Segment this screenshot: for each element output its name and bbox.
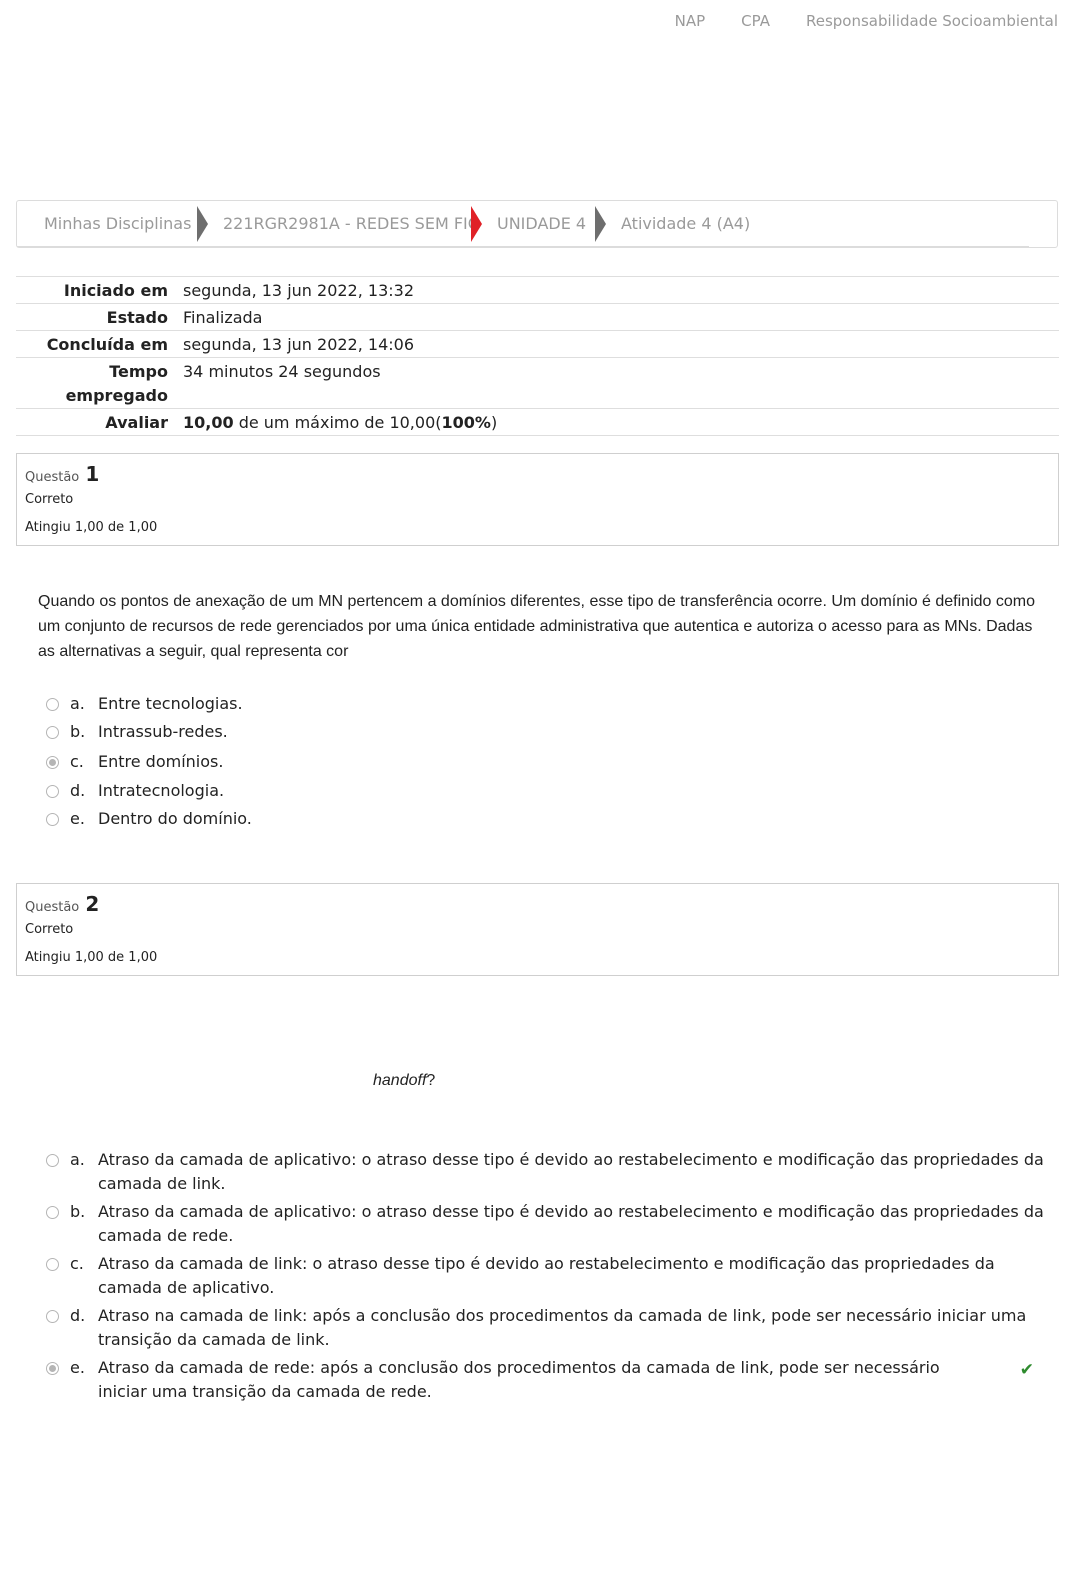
answer-option-selected[interactable] (46, 1356, 1046, 1404)
question-number (25, 892, 99, 916)
question-state: Correto (25, 492, 74, 507)
grade-max: de um máximo de 10,00( (233, 413, 442, 432)
question-1-text: Quando os pontos de anexação de um MN pertencem a domínios diferentes, esse tipo de transferência ocorre. Um domínio é definido como um conjunto de recursos de rede gerenciados por uma única entidade administrativa que autentica e autoriza o acesso para as MNs. Dadas as alternativas a seguir, qual representa cor (38, 593, 1035, 660)
summary-value: segunda, 13 jun 2022, 14:06 (183, 335, 415, 354)
question-label: Questão (25, 470, 80, 485)
summary-value: Finalizada (183, 308, 263, 327)
nav-link-responsabilidade[interactable]: Responsabilidade Socioambiental (805, 12, 1058, 30)
answer-letter: c. (70, 752, 84, 771)
answer-text: Intratecnologia. (98, 781, 225, 800)
summary-value: 34 minutos 24 segundos (183, 362, 381, 381)
question-grade: Atingiu 1,00 de 1,00 (25, 950, 158, 965)
answer-option[interactable] (46, 1200, 1046, 1248)
nav-link-nap[interactable]: NAP (674, 12, 706, 30)
grade-end: ) (490, 413, 498, 432)
breadcrumb-separator-icon (197, 206, 208, 242)
answer-option-selected[interactable] (46, 750, 1046, 774)
answer-text: Atraso da camada de aplicativo: o atraso desse tipo é devido ao restabelecimento e modificação das propriedades da camada de rede. (98, 1202, 1044, 1245)
answer-text: Intrassub-redes. (98, 722, 228, 741)
breadcrumb-item-course[interactable]: 221RGR2981A - REDES SEM FIO (223, 214, 481, 233)
radio-button[interactable] (46, 1206, 59, 1219)
question-1-info (16, 453, 1059, 546)
answer-letter: e. (70, 1358, 85, 1377)
question-label: Questão (25, 900, 80, 915)
answer-text: Entre domínios. (98, 752, 224, 771)
correct-check-icon: ✔ (1019, 1360, 1034, 1380)
summary-label-line: empregado (65, 386, 168, 405)
question-state: Correto (25, 922, 74, 937)
attempt-summary (16, 276, 1059, 436)
radio-button-checked[interactable] (46, 756, 59, 769)
summary-label: Iniciado em (63, 281, 168, 300)
answer-text: Dentro do domínio. (98, 809, 252, 828)
answer-letter: b. (70, 1202, 86, 1221)
radio-button[interactable] (46, 785, 59, 798)
answer-text: Entre tecnologias. (98, 694, 243, 713)
question-grade: Atingiu 1,00 de 1,00 (25, 520, 158, 535)
summary-label: Concluída em (46, 335, 168, 354)
radio-button[interactable] (46, 1310, 59, 1323)
answer-option[interactable] (46, 779, 1046, 803)
answer-text: Atraso da camada de aplicativo: o atraso desse tipo é devido ao restabelecimento e modificação das propriedades da camada de link. (98, 1150, 1044, 1193)
answer-letter: a. (70, 1150, 85, 1169)
answer-letter: b. (70, 722, 86, 741)
question-2-info (16, 883, 1059, 976)
answer-option[interactable] (46, 807, 1046, 831)
radio-button[interactable] (46, 1258, 59, 1271)
radio-button-checked[interactable] (46, 1362, 59, 1375)
summary-label: Estado (106, 308, 168, 327)
question-number-value: 2 (85, 892, 100, 916)
grade-score: 10,00 (183, 413, 234, 432)
breadcrumb-item-unidade[interactable]: UNIDADE 4 (497, 214, 587, 233)
question-1-answers (46, 692, 1046, 831)
summary-row-state (16, 303, 1059, 330)
answer-letter: c. (70, 1254, 84, 1273)
summary-row-grade (16, 408, 1059, 436)
breadcrumb-item-atividade[interactable]: Atividade 4 (A4) (621, 214, 751, 233)
summary-value (168, 409, 1059, 435)
radio-button[interactable] (46, 1154, 59, 1167)
breadcrumb-separator-icon (595, 206, 606, 242)
summary-value: segunda, 13 jun 2022, 13:32 (183, 281, 415, 300)
radio-button[interactable] (46, 698, 59, 711)
breadcrumb-item-disciplinas[interactable]: Minhas Disciplinas (44, 214, 192, 233)
summary-row-completed (16, 330, 1059, 357)
question-2-text-italic: handoff (373, 1072, 427, 1089)
answer-text: Atraso da camada de rede: após a conclusão dos procedimentos da camada de link, pode ser necessário iniciar uma transição da camada de rede. (98, 1358, 940, 1401)
answer-letter: d. (70, 781, 86, 800)
summary-row-time (16, 357, 1059, 408)
breadcrumb-separator-icon (471, 206, 482, 242)
question-number-value: 1 (85, 462, 100, 486)
question-2-answers (46, 1148, 1046, 1404)
answer-letter: e. (70, 809, 85, 828)
radio-button[interactable] (46, 813, 59, 826)
nav-link-cpa[interactable]: CPA (741, 12, 770, 30)
answer-option[interactable] (46, 1304, 1046, 1352)
answer-text: Atraso na camada de link: após a conclusão dos procedimentos da camada de link, pode ser necessário iniciar uma transição da camada de link. (98, 1306, 1027, 1349)
summary-label: Avaliar (105, 413, 168, 432)
summary-label-line: Tempo (109, 362, 168, 381)
top-nav (639, 10, 1058, 32)
answer-letter: a. (70, 694, 85, 713)
question-2-text (373, 1068, 773, 1093)
question-2-text-end: ? (426, 1072, 436, 1089)
answer-option[interactable] (46, 1252, 1046, 1300)
summary-label (16, 358, 168, 408)
answer-option[interactable] (46, 720, 1046, 744)
answer-option[interactable] (46, 1148, 1046, 1196)
answer-option[interactable] (46, 692, 1046, 716)
answer-text: Atraso da camada de link: o atraso desse tipo é devido ao restabelecimento e modificação das propriedades da camada de aplicativo. (98, 1254, 995, 1297)
breadcrumb (16, 200, 1058, 248)
summary-row-started (16, 276, 1059, 303)
answer-letter: d. (70, 1306, 86, 1325)
radio-button[interactable] (46, 726, 59, 739)
grade-percent: 100% (441, 413, 491, 432)
question-number (25, 462, 99, 486)
